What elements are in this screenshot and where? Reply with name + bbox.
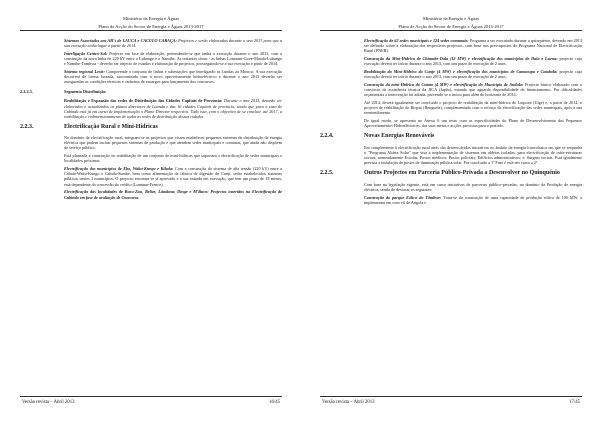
paragraph: Sistema regional Leste: Compreende o conjunto de linhas e subestações que interligarão as Lundas ao Moxico. A sua execução decorrerá de forma faseada, sincronizada com o novo aproveitamento hidroeléctrico e durante o ano 2013 deverão ser asseguradas as condições técnicas e cadernos de encargos para lançamento dos concursos. — [64, 69, 282, 85]
page-footer — [320, 396, 582, 405]
header-ministry: Ministério da Energia e Águas — [422, 16, 480, 21]
paragraph: Em complemento à electrificação rural atrás são desenvolvidas iniciativas no âmbito da energia fotovoltaica em que se enquadra o "Programa Aldeia Solar" que visa a implementação de sistemas em aldeias isoladas, para electrificação de infra-estruturas sociais, nomeadamente Escolas; Postos médicos; Postos policiais; Edifícios administrativos; e, Surgem sociais. Está igualmente prevista a instalação de postes de iluminação pública solar. Por conclusão a 1ª Fase é está em curso a 2ª. — [364, 144, 582, 166]
page-body — [20, 38, 282, 202]
section-title: Outros Projectos em Parceria Público-Privada a Desenvolver no Quinquénio — [364, 170, 560, 177]
paragraph: Está planeada a construção ou reabilitação de um conjunto de mini-hídricas que suportará a electrificação de sedes municipais e localidades próximas. — [64, 153, 282, 164]
paragraph: Sistemas Associados aos AH's de LAUCA e CACULO CABAÇA: Projectos e serão elaborados durante o ano 2013 para que a sua execução tenha lugar a partir de 2014. — [64, 38, 283, 49]
footer-version: Versão revista – Abril 2013 — [322, 400, 375, 405]
section-number: 2.2.4. — [320, 133, 334, 140]
paragraph: No domínio da electrificação rural, integram-se os projectos que visam estabelecer pequenos sistemas de distribuição de energia eléctrica que podem incluir pequenos sistemas de produção e que atendem sedes municipais e comunas, que ainda não dispõem de serviço público. — [64, 135, 282, 151]
page-header — [20, 15, 282, 31]
page-17 — [300, 0, 600, 424]
section-title: Electrificação Rural e Mini-Hídricas — [64, 123, 158, 130]
page-body — [320, 38, 582, 208]
header-ministry: Ministério da Energia e Águas — [122, 16, 180, 21]
paragraph: Construção da Mini-Hídrica de Chiumbe-Dala (12 MW) e electrificação dos municípios de Dala e Luena: projecto cuja execução deverá ter início durante o ano 2013, com um prazo de execução de 2 anos. — [364, 56, 582, 67]
paragraph: Electrificação das localidades de Buco-Zau, Belize, Lândana; Dinge e M'Buco: Projectos inseridos na Electrificação de Cabinda em fase de avaliação de Concurso. — [64, 189, 282, 200]
page-number: 17/45 — [569, 400, 580, 405]
section-heading — [320, 170, 582, 177]
section-heading — [320, 133, 582, 140]
footer-version: Versão revista – Abril 2013 — [22, 400, 75, 405]
section-title: Novas Energias Renováveis — [364, 133, 435, 140]
paragraph: Com base na legislação vigente, está em curso iniciativas de parcerias público-privadas, no domínio da Produção de energia eléctrica, sendo de destacar os seguintes: — [364, 181, 582, 192]
section-number: 2.2.3. — [20, 123, 34, 130]
section-title: Segmento Distribuição — [64, 89, 106, 95]
paragraph: Electrificação dos municípios de Ebo, Waku-Kungo e Kibala: Com a construção do sistema de alta tensão (220 kV) entre a Cabala-Waku-Kungo e Cabula-Sumbe, bem como alimentação da fábrica de dígestão do Cunji, serão estabelecidos sistemas públicos nestes 3 municípios. O projecto encontra-se já aprovado e a sua entrada em execução, que tem um prazo de 18 meses, está dependente da concessão do crédito (Luminar-France). — [64, 166, 282, 187]
header-plan: Plano de Acção do Sector de Energia e Águas 2013-2017 — [20, 23, 282, 31]
page-footer — [20, 396, 282, 405]
paragraph: De igual modo, se apresenta no Anexo 6 um texto com as especificidades do Plano de Desenvolvimento dos Pequenos Aproveitamentos Hidroeléctricos, das suas metas e acções previstas para o período. — [364, 118, 582, 129]
paragraph: Até 2014, deverá igualmente ser concluído o projecto de reabilitação da mini-hídrica do Luquixe (Uíge) e, a partir de 2014, o projecto de reabilitação do Biopio (Benguela), complementado com o reforço da electrificação das sedes municipais, após a sua reentendimento. — [364, 100, 582, 116]
paragraph: Reabilitação da Mini-Hídrica do Cunje (4 MW) e electrificação dos municípios de Camacupa e Catabola: projecto cuja execução deverá ter início durante o ano 2013, com um prazo de execução de 2 anos. — [364, 69, 583, 80]
section-heading — [20, 124, 282, 131]
header-plan: Plano de Acção do Sector de Energia e Águas 2013-2017 — [320, 23, 582, 31]
page-number: 16/45 — [269, 400, 280, 405]
section-number: 2.2.2.3. — [20, 89, 33, 95]
section-number: 2.2.5. — [320, 170, 334, 177]
paragraph: Interligação Centro-Sul: Projecto em fase de elaboração, pretendendo-se que tenha a execução durante o ano 2013, com a construção da nova linha de 220 kV entre o Lubango e o Namibe. As restantes obras - as linhas Lomaum-Gove-Matala-Lubango e Namibe-Tombwa - deverão ser objecto de estudos e elaboração de projectos, prosseguindo-se a sua execução a partir de 2014. — [64, 50, 282, 67]
paragraph: Electrificação de 62 sedes municipais e 124 sedes comunais: Programa a ser executado durante o quinquénio, devendo em 2013 ser definido sobre a elaboração dos respectivos projectos, com base nos pressupostos do Programa Nacional de Electrificação Rural (PNER). — [364, 38, 582, 54]
paragraph: Construção da mini-Hídrica do Cutato (4 MW) e electrificação do Município de Andulo: Projecto básico elaborado com o consórcio da assistência técnica da JICA (Japão), estando que aguarda disponibilidade de financiamento. Por dificuldades orçamentais a intervenção foi adiada, prevendo-se o início para além do horizonte de 2014. — [364, 82, 583, 98]
paragraph: Construção do parque Eólico do Tômbwe: Trata-se da construção de uma capacidade de produção eólica de 100 MW, a implementar em com vil de Angola e — [364, 194, 582, 205]
page-header — [320, 15, 582, 31]
paragraph: Reabilitação e Expansão das redes de Distribuição das Cidades Capitais de Província: Durante o ano 2015, deverão ser elaborados e actualizados os planos directores de Luanda e das 16 cidades Capitais de província, sendo que para o caso de Cabinda está já em curso de implementação o Plano Director respectivo. Tudo isso, com o objectivo de se concluir, até 2017, a reabilitação e redimensionamento de todas as redes de distribuição dessas cidades. — [64, 98, 283, 119]
section-heading — [20, 89, 282, 94]
